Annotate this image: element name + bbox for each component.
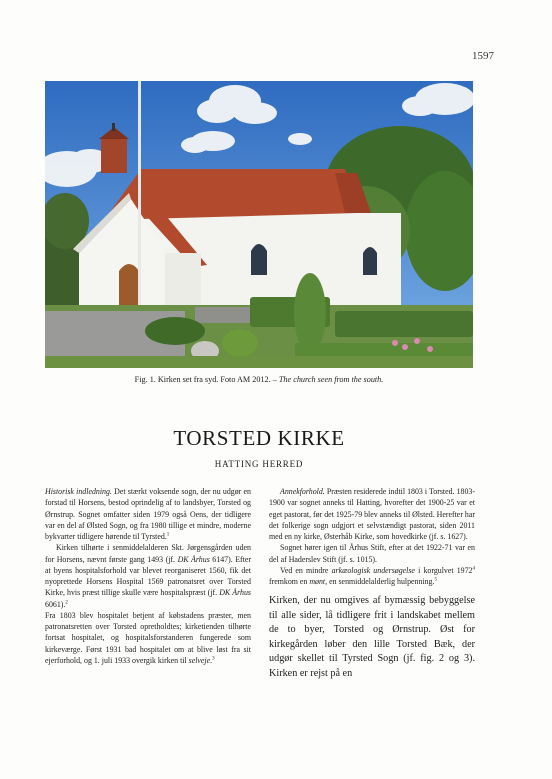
caption-english: The church seen from the south. [278,375,384,384]
caption-danish: Fig. 1. Kirken set fra syd. Foto AM 2012. – [134,375,279,384]
paragraph-lead: Annekforhold. [280,487,325,496]
paragraph-hospital: Fra 1803 blev hospitalet betjent af købstadens præster, men patronatsretten over Torsted opretholdtes; kirketienden tilhørte fortsat hospitalet, og hospitalsforstanderen fungerede som kirkeværge. Først 1931 bad hospitalet om at blive løst fra sit ejerforhold, og 1. juli 1933 overgik kirken til selveje.$^3$ [45,610,251,665]
paragraph-text: Det stærkt voksende sogn, der nu udgør en forstad til Horsens, bestod oprindelig af to landsbyer, Torsted og Ørnstrup. Sognet omfatter siden 1979 også Oens, der tidligere var en del af Ølsted Sogn, og fra 1980 tillige et mindre, moderne bykvarter tidligere hørende til Tyrsted. [45,487,251,541]
footnote-ref: 4 [472,566,475,572]
footnote-ref: 5 [434,577,437,583]
church-illustration [45,81,473,368]
paragraph-historical-intro [45,486,251,542]
paragraph-lead: Historisk indledning. [45,487,112,496]
church-photo [45,81,473,368]
left-column [45,486,251,666]
paragraph-ownership: Kirken tilhørte i senmiddelalderen Skt. Jørgensgården uden for Horsens, nævnt første gang 1493 (jf. DK Århus 6147). Efter at byens hospitalsforhold var blevet reorganiseret 1560, fik det nyoprettede Horsens Hospital 1569 patronatsret over Torsted Kirke, hvis præst tillige skulle være hospitalspræst (jf. DK Århus 6061).$^2$ [45,543,251,609]
right-column [269,486,475,681]
paragraph-annex: Annekforhold. Præsten residerede indtil 1803 i Torsted. 1803-1900 var sognet anneks til Hatting, hvorefter det 1900-25 var et eget pastorat, før det 1925-79 blev anneks til Ølsted. Herefter har det folkerige sogn udgjort et selvstændigt pastorat, siden 2011 med en ny kirke, Østerhåb Kirke, som hovedkirke (jf. s. 1627). [269,487,475,541]
page-subtitle: HATTING HERRED [214,459,304,469]
footnote-ref: 1 [166,532,170,538]
footnote-ref: 2 [65,599,68,605]
page-number: 1597 [472,50,494,62]
figure-caption [45,375,473,384]
page-title: TORSTED KIRKE [173,426,345,450]
paragraph-archaeology: Ved en mindre arkæologisk undersøgelse i korgulvet 1972$^4$ fremkom en mønt, en senmiddelalderlig hulpenning.$^5$ [269,565,475,586]
paragraph-diocese: Sognet hører igen til Århus Stift, efter at det 1922-71 var en del af Haderslev Stift (jf. s. 1015). [269,543,475,564]
paragraph-location: Kirken, der nu omgives af bymæssig bebyggelse til alle sider, lå tidligere frit i landskabet mellem de to byer, Torsted og Ørnstrup. Øst for kirkegården løber den lille Torsted Bæk, der udgør skellet til Tyrsted Sogn (jf. fig. 2 og 3). Kirken er rejst på en [269,595,475,679]
footnote-ref: 3 [212,656,215,662]
